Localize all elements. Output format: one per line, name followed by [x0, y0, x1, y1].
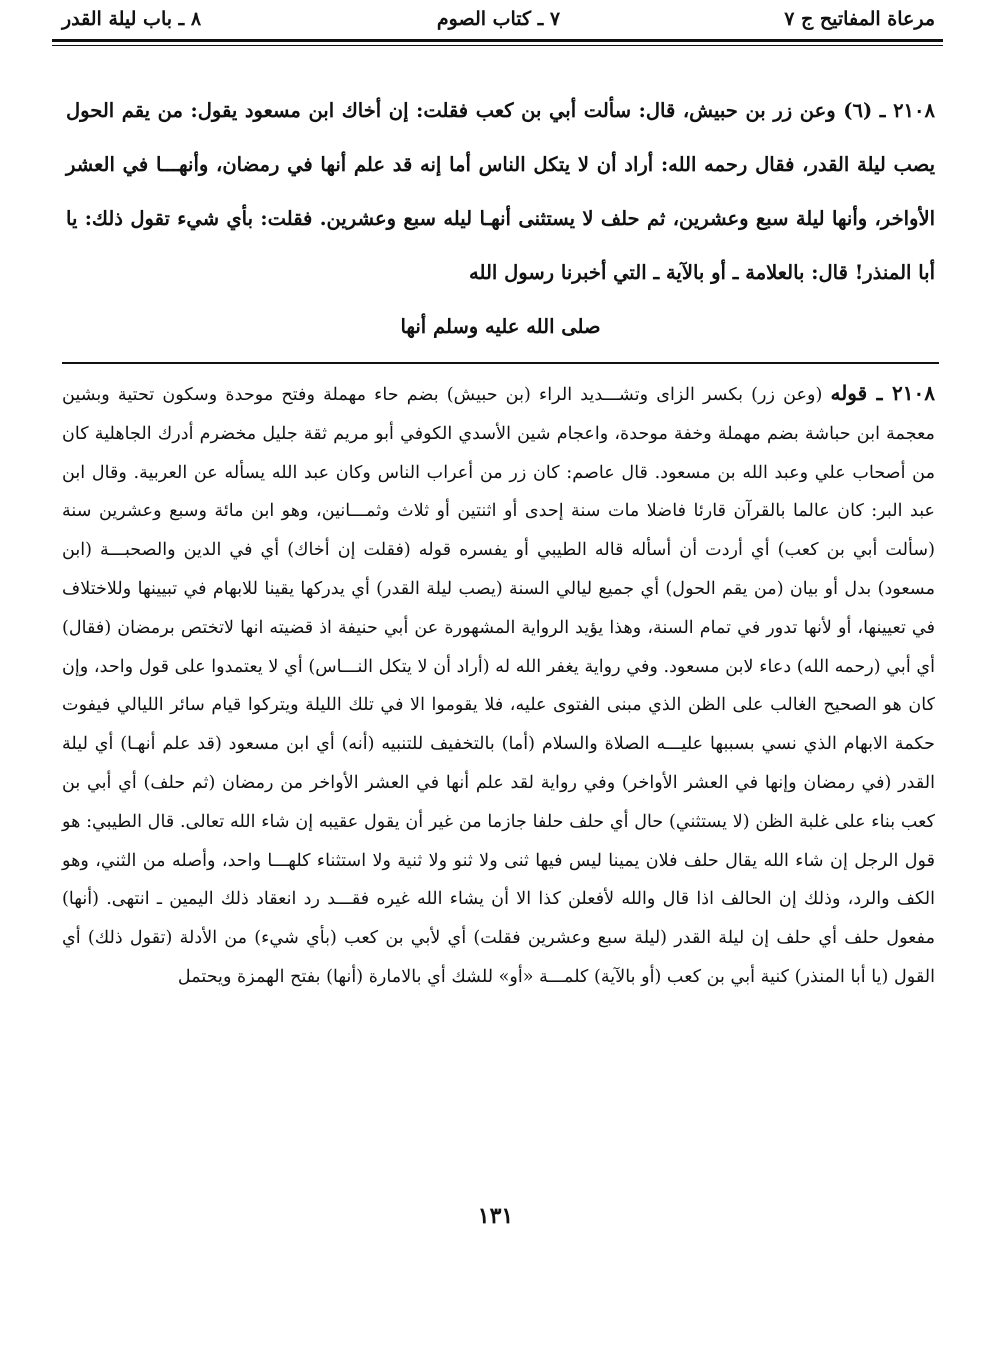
commentary-body: (وعن زر) بكسر الزاى وتشـــديد الراء (بن حبيش) بضم حاء مهملة وفتح موحدة وسكون تحتية وبشين معجمة ابن حباشة بضم مهملة وخفة موحدة، واعجام شين الأسدي الكوفي أبو مريم ثقة جليل مخضرم أدرك الجاهلية كان من أصحاب علي وعبد الله بن مسعود. قال عاصم: كان زر من أعراب الناس وكان عبد الله يسأله عن العربية. وقال ابن عبد البر: كان عالما بالقرآن قارئا فاضلا مات سنة إحدى أو اثنتين أو ثلاث وثمـــانين، وهو ابن مائة وسبع وعشرين سنة (سألت أبي بن كعب) أي أردت أن أسأله قاله الطيبي أو يفسره قوله (فقلت إن أخاك) أي في الدين والصحبـــة (ابن مسعود) بدل أو بيان (من يقم الحول) أي جميع ليالي السنة (يصب ليلة القدر) أي يدركها يقينا للابهام في تبيينها وللاختلاف في تعيينها، أو لأنها تدور في تمام السنة، وهذا يؤيد الرواية المشهورة عن أبي حنيفة اذ قضيته انها لاتختص برمضان (فقال) أي أبي (رحمه الله) دعاء لابن مسعود. وفي رواية يغفر الله له (أراد أن لا يتكل النـــاس) أي لا يعتمدوا على قول واحد، وإن كان هو الصحيح الغالب على الظن الذي مبنى الفتوى عليه، فلا يقوموا الا في تلك الليلة ويتركوا قيام سائر الليالي فيفوت حكمة الابهام الذي نسي بسببها عليـــه الصلاة والسلام (أما) بالتخفيف للتنبيه (أنه) أي ابن مسعود (قد علم أنهـا) أي ليلة القدر (في رمضان وإنها في العشر الأواخر) وفي رواية لقد علم أنها في العشر الأواخر من رمضان (ثم حلف) أي أبي بن كعب بناء على غلبة الظن (لا يستثني) حال أي حلف حلفا جازما من غير أن يقول عقيبه إن شاء الله تعالى. قال الطيبي: هو قول الرجل إن شاء الله يقال حلف فلان يمينا ليس فيها ثنى ولا ثنو ولا ثنية ولا استثناء كلهـــا واحد، وأصله من الثني، وهو الكف والرد، وذلك إن الحالف اذا قال والله لأفعلن كذا الا أن يشاء الله غيره فقـــد رد انعقاد ذلك اليمين ـ انتهى. (أنها) مفعول حلف أي حلف إن ليلة القدر (ليلة سبع وعشرين فقلت) أي لأبي بن كعب (بأي شيء) من الأدلة (تقول ذلك) أي القول (يا أبا المنذر) كنية أبي بن كعب (أو بالآية) كلمـــة «أو» للشك أي بالامارة (أنها) بفتح الهمزة ويحتمل: [62, 385, 935, 987]
commentary-text: [62, 374, 935, 997]
hadith-closing: صلى الله عليه وسلم أنها: [400, 315, 601, 338]
kitab-title: ٧ ـ كتاب الصوم: [436, 8, 561, 30]
header-rule-thick: [52, 39, 943, 42]
bab-title: ٨ ـ باب ليلة القدر: [62, 8, 202, 30]
header-rule-thin: [52, 45, 943, 46]
commentary-lead: ٢١٠٨ ـ قوله: [830, 381, 935, 405]
hadith-body: ٢١٠٨ ـ (٦) وعن زر بن حبيش، قال: سألت أبي بن كعب فقلت: إن أخاك ابن مسعود يقول: من يقم الحول يصب ليلة القدر، فقال رحمه الله: أراد أن لا يتكل الناس أما إنه قد علم أنها في رمضان، وأنهـــا في العشر الأواخر، وأنها ليلة سبع وعشرين، ثم حلف لا يستثنى أنهـا ليله سبع وعشرين. فقلت: بأي شيء تقول ذلك: يا أبا المنذر! قال: بالعلامة ـ أو بالآية ـ التي أخبرنا رسول الله: [66, 99, 935, 284]
book-title: مرعاة المفاتيح ج ٧: [784, 8, 935, 30]
hadith-text: [66, 84, 935, 354]
running-header: [62, 6, 935, 36]
page-number: ١٣١: [477, 1203, 514, 1229]
section-divider: [62, 362, 939, 364]
